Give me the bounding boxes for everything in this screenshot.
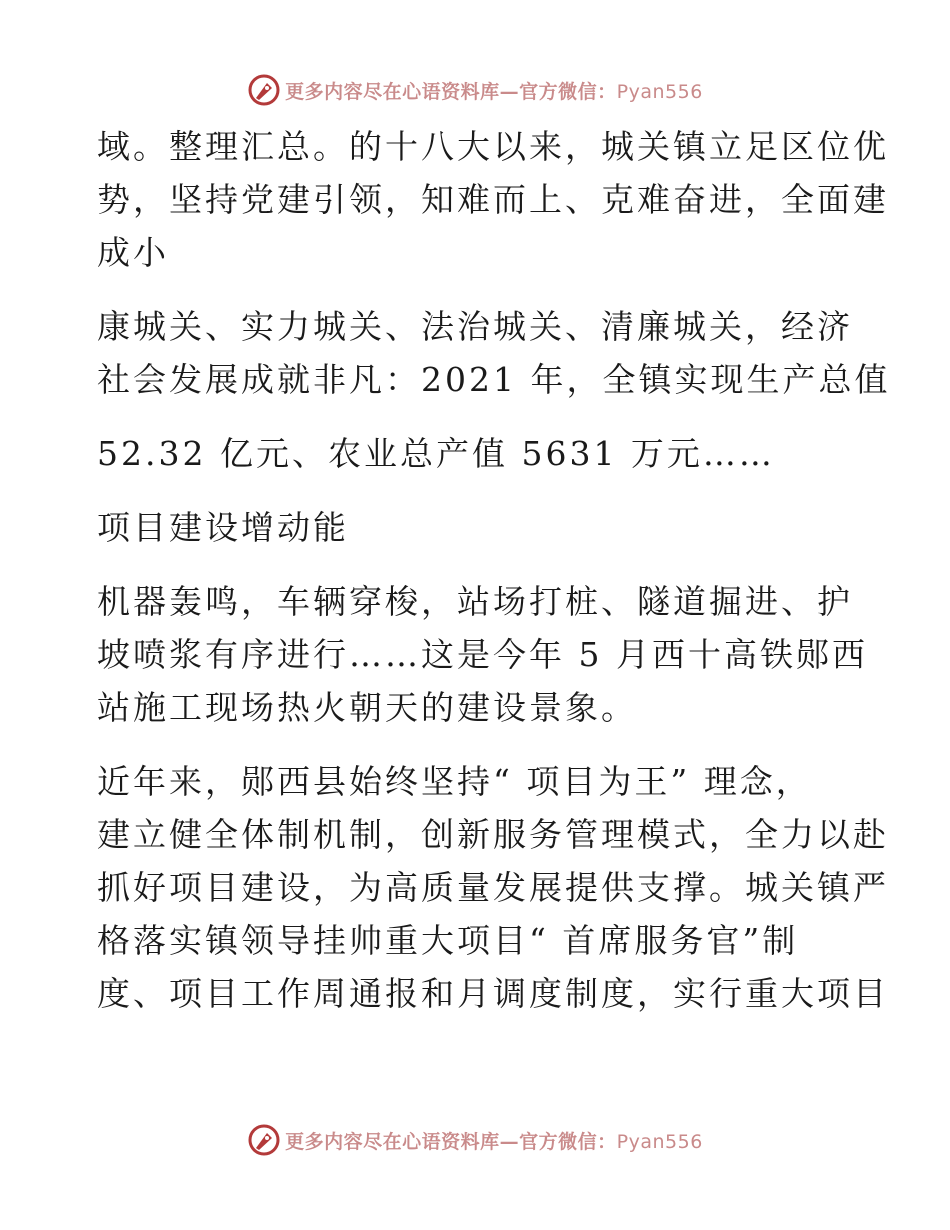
footer-banner <box>0 1122 950 1158</box>
footer-wechat-id: Pyan556 <box>616 1130 703 1153</box>
pen-nib-logo-icon <box>247 73 281 107</box>
paragraph-6: 近年来，郧西县始终坚持“ 项目为王” 理念， 建立健全体制机制，创新服务管理模式，全力以赴 抓好项目建设，为高质量发展提供支撑。城关镇严 格落实镇领导挂帅重大项目“ 首席服务官”制 度、项目工作周通报和月调度制度，实行重大项目 <box>97 762 889 1013</box>
footer-banner-text: 更多内容尽在心语资料库—官方微信：Pyan556 <box>285 1130 703 1153</box>
paragraph-1: 域。整理汇总。的十八大以来，城关镇立足区位优 势，坚持党建引领，知难而上、克难奋进，全面建 成小 <box>97 127 889 272</box>
header-banner-text: 更多内容尽在心语资料库—官方微信：Pyan556 <box>285 80 703 103</box>
pen-nib-logo-icon <box>247 1123 281 1157</box>
header-banner <box>0 72 950 108</box>
paragraph-3: 52.32 亿元、农业总产值 5631 万元…… <box>97 434 775 473</box>
paragraph-5: 机器轰鸣，车辆穿梭，站场打桩、隧道掘进、护 坡喷浆有序进行……这是今年 5 月西十高铁郧西 站施工现场热火朝天的建设景象。 <box>97 582 868 727</box>
document-body <box>97 120 891 1020</box>
section-heading: 项目建设增动能 <box>97 508 349 547</box>
paragraph-2: 康城关、实力城关、法治城关、清廉城关，经济 社会发展成就非凡：2021 年，全镇实现生产总值 <box>97 307 891 399</box>
header-wechat-id: Pyan556 <box>616 80 703 103</box>
